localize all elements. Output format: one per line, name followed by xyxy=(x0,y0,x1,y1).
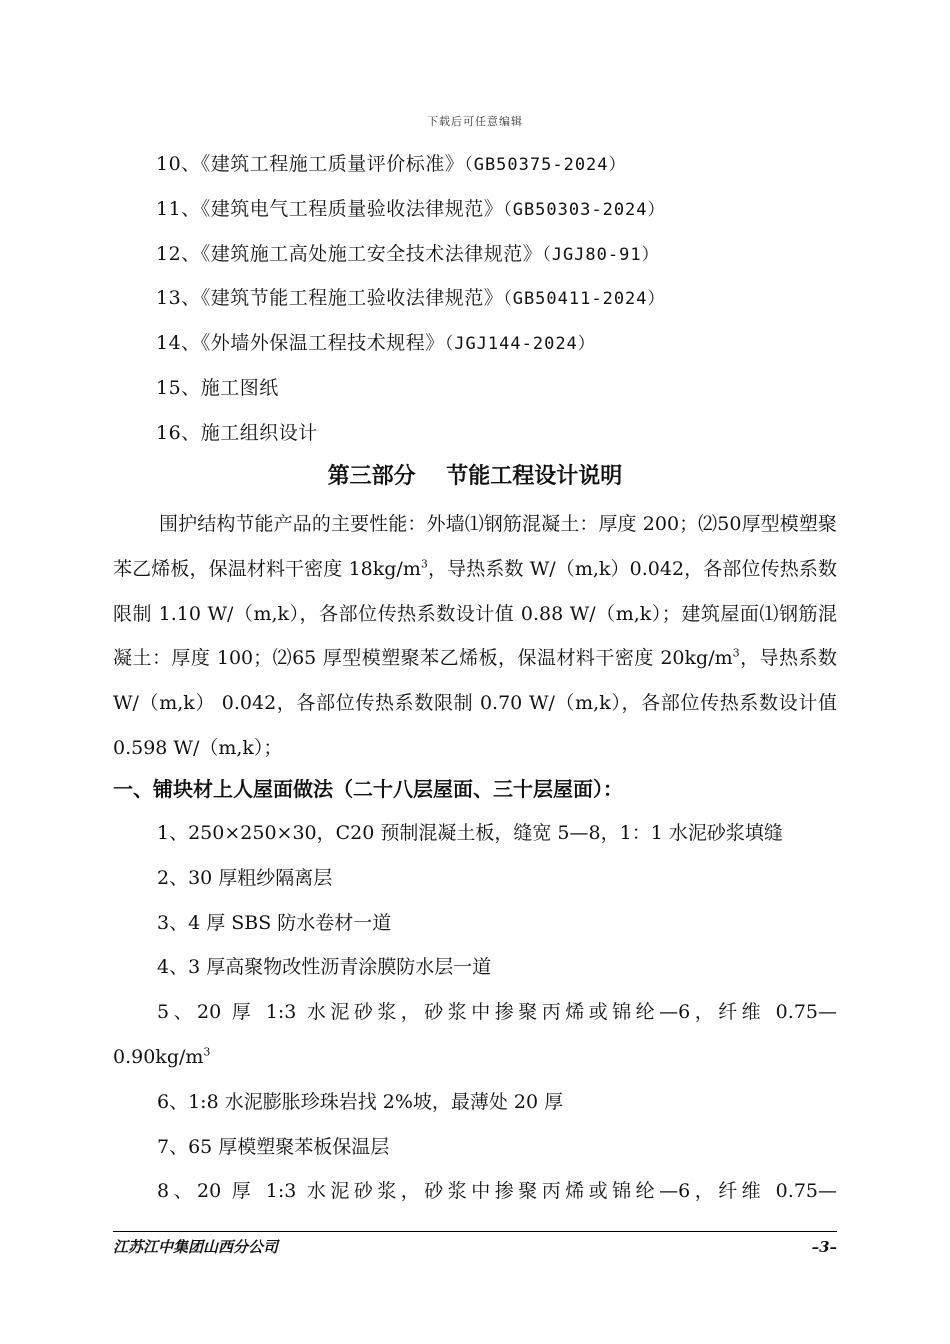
reference-item xyxy=(156,325,876,370)
reference-code: （JGJ80-91） xyxy=(542,244,660,265)
step-item: 6、1:8 水泥膨胀珍珠岩找 2%坡，最薄处 20 厚 xyxy=(157,1090,564,1113)
step-item: 2、30 厚粗纱隔离层 xyxy=(157,866,333,889)
reference-name: 施工组织设计 xyxy=(200,421,318,444)
reference-number: 14、 xyxy=(156,332,201,355)
reference-number: 13、 xyxy=(156,287,201,310)
step-item: 3、4 厚 SBS 防水卷材一道 xyxy=(157,911,392,934)
intro-paragraph xyxy=(113,502,837,771)
reference-item xyxy=(156,236,876,281)
reference-name: 《外墙外保温工程技术规程》 xyxy=(200,332,445,355)
reference-name: 施工图纸 xyxy=(200,376,279,399)
reference-item xyxy=(156,370,876,415)
reference-name: 《建筑节能工程施工验收法律规范》 xyxy=(200,287,504,310)
step-item: 8、20 厚 1:3 水泥砂浆，砂浆中掺聚丙烯或锦纶—6，纤维 0.75— xyxy=(157,1180,837,1203)
step-item-continuation xyxy=(113,1035,837,1080)
footer-rule xyxy=(113,1231,837,1232)
superscript: 3 xyxy=(732,647,740,661)
reference-code: （GB50303-2024） xyxy=(503,199,666,220)
reference-item xyxy=(156,146,876,191)
reference-number: 15、 xyxy=(156,376,201,399)
reference-item xyxy=(156,415,876,460)
reference-name: 《建筑施工高处施工安全技术法律规范》 xyxy=(200,242,543,265)
intro-text-part: 围护结构节能产品的主要性能：外墙⑴钢筋混凝土：厚度 200；⑵50厚型模塑聚苯乙烯板，保温材料干密度 18kg/m xyxy=(113,513,837,580)
step-item: 5、20 厚 1:3 水泥砂浆，砂浆中掺聚丙烯或锦纶—6，纤维 0.75— xyxy=(157,1001,837,1024)
intro-text-part: ，导热系数 W/（m,k）0.042，各部位传热系数限制 1.10 W/（m,k），各部位传热系数设计值 0.88 W/（m,k）；建筑屋面⑴钢筋混凝土：厚度 100；⑵65 厚型模塑聚苯乙烯板，保温材料干密度 20kg/m xyxy=(113,557,838,670)
reference-name: 《建筑工程施工质量评价标准》 xyxy=(200,153,465,175)
intro-text-part: ，导热系数 W/（m,k） 0.042，各部位传热系数限制 0.70 W/（m,k），各部位传热系数设计值 0.598 W/（m,k）； xyxy=(113,647,837,759)
step-item: 7、65 厚模塑聚苯板保温层 xyxy=(157,1135,390,1158)
reference-list xyxy=(156,146,876,460)
reference-number: 10、 xyxy=(156,153,201,175)
superscript: 3 xyxy=(203,1045,211,1059)
header-note: 下载后可任意编辑 xyxy=(427,115,523,128)
reference-code: （GB50375-2024） xyxy=(464,155,627,175)
reference-number: 11、 xyxy=(156,197,201,220)
subheading: 一、铺块材上人屋面做法（二十八层屋面、三十层屋面）： xyxy=(113,777,623,801)
reference-code: （GB50411-2024） xyxy=(503,289,666,310)
section-title: 第三部分 节能工程设计说明 xyxy=(327,464,623,489)
reference-name: 《建筑电气工程质量验收法律规范》 xyxy=(200,197,504,220)
construction-steps xyxy=(113,811,837,1214)
step-item: 4、3 厚高聚物改性沥青涂膜防水层一道 xyxy=(157,956,492,979)
reference-item xyxy=(156,191,876,236)
reference-number: 16、 xyxy=(156,421,201,444)
reference-item xyxy=(156,280,876,325)
page-number: –3– xyxy=(811,1238,837,1256)
reference-number: 12、 xyxy=(156,242,201,265)
reference-code: （JGJ144-2024） xyxy=(444,334,596,355)
step-text: 0.90kg/m xyxy=(113,1045,204,1068)
step-item: 1、250×250×30，C20 预制混凝土板，缝宽 5—8，1：1 水泥砂浆填缝 xyxy=(157,822,783,844)
superscript: 3 xyxy=(420,557,428,571)
footer-company: 江苏江中集团山西分公司 xyxy=(113,1238,279,1256)
